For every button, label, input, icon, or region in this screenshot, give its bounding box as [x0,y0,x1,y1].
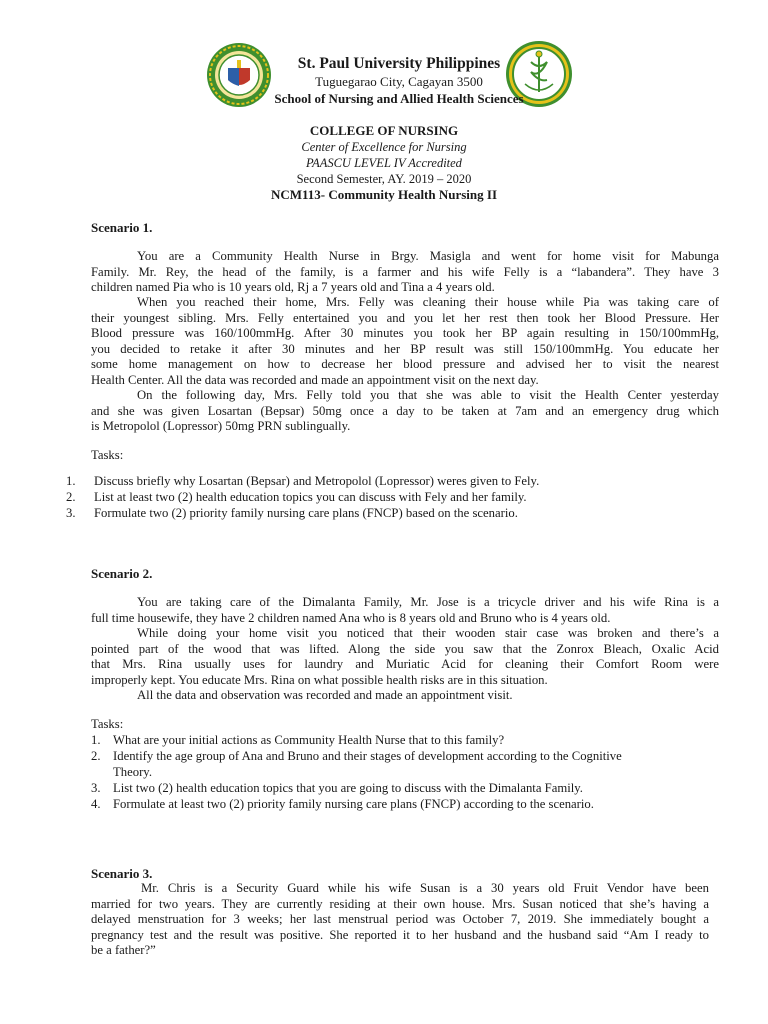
task-text: List at least two (2) health education topics you can discuss with Fely and her family. [94,490,527,504]
university-name: St. Paul University Philippines [297,55,501,72]
scenario-1-paragraph-3 [91,388,719,435]
text-line: delayed menstruation for 3 weeks; her last menstrual period was October 7, 2019. She immediately bought a [91,912,709,926]
text-line: Blood pressure was 160/100mmHg. After 30 minutes you took her BP again resulting in 150/100mmHg, [91,326,719,340]
task-number: 3. [91,781,101,795]
semester: Second Semester, AY. 2019 – 2020 [296,172,472,186]
text-line: On the following day, Mrs. Felly told you that she was able to visit the Health Center yesterday [137,388,719,402]
text-line: is Metropolol (Lopressor) 50mg PRN sublingually. [91,419,351,433]
task-number: 3. [66,506,76,520]
text-line: While doing your home visit you noticed that their wooden stair case was broken and there’s a [137,626,719,640]
scenario-1-tasks-label: Tasks: [91,448,124,462]
text-line: that Mrs. Rina usually uses for laundry and Muriatic Acid for cleaning their Comfort Room were [91,657,719,671]
text-line: When you reached their home, Mrs. Felly was cleaning their house while Pia was taking care of [137,295,719,309]
text-line: you decided to retake it after 30 minutes and her BP result was still 150/100mmHg. You educate her [91,341,719,356]
text-line: be a father?” [91,943,156,957]
task-number: 2. [66,490,76,504]
task-number: 2. [91,749,101,763]
text-line: improperly kept. You educate Mrs. Rina on what possible health risks are in this situation. [91,672,548,687]
school-name: School of Nursing and Allied Health Sciences [274,91,524,106]
college-name: COLLEGE OF NURSING [309,123,459,138]
scenario-1-paragraph-2 [91,295,719,388]
task-text: Discuss briefly why Losartan (Bepsar) and Metropolol (Lopressor) weres given to Fely. [94,474,540,488]
text-line: children named Pia who is 10 years old, Rj a 7 years old and Tina a 4 years old. [91,280,495,294]
scenario-1-paragraph-1 [91,249,719,296]
scenario-2-title: Scenario 2. [91,566,153,581]
scenario-2-paragraph-1 [91,595,719,626]
course-title: NCM113- Community Health Nursing II [270,187,498,202]
text-line: their youngest sibling. Mrs. Felly entertained you and you let her rest then took her Blood Pressure. Her [91,310,719,325]
text-line: You are taking care of the Dimalanta Family, Mr. Jose is a tricycle driver and his wife Rina is a [137,595,719,609]
text-line: and she was given Losartan (Bepsar) 50mg once a day to be taken at 7am and an emergency drug which [91,403,719,418]
task-text: List two (2) health education topics that you are going to discuss with the Dimalanta Family. [113,781,583,795]
scenario-2-tasks-label: Tasks: [91,717,124,731]
task-number: 1. [91,733,101,747]
scenario-1-title: Scenario 1. [91,220,153,235]
task-text: Formulate two (2) priority family nursing care plans (FNCP) based on the scenario. [94,506,518,520]
scenario-3-title: Scenario 3. [91,866,153,881]
task-text: Identify the age group of Ana and Bruno and their stages of development according to the Cognitive [113,749,622,763]
center-of-excellence: Center of Excellence for Nursing [301,140,467,154]
text-line: You are a Community Health Nurse in Brgy. Masigla and went for home visit for Mabunga [137,249,719,263]
accreditation: PAASCU LEVEL IV Accredited [306,156,462,170]
task-text: What are your initial actions as Community Health Nurse that to this family? [113,733,505,747]
scenario-2-paragraph-2 [91,626,719,688]
text-line: full time housewife, they have 2 children named Ana who is 8 years old and Bruno who is 4 years old. [91,610,611,625]
text-line: married for two years. They are currently residing at their own house. Mrs. Susan noticed that she’s having a [91,896,709,911]
task-text: Formulate at least two (2) priority family nursing care plans (FNCP) according to the scenario. [113,797,594,811]
text-line: some home management on how to decrease her blood pressure and advised her to visit the nearest [91,357,719,371]
text-line: pointed part of the wood that was lifted. Along the side you saw that the Zonrox Bleach, Oxalic Acid [91,641,719,656]
text-line: Family. Mr. Rey, the head of the family, is a farmer and his wife Felly is a “labandera”. They have 3 [91,264,719,279]
task-text-continued: Theory. [113,765,152,779]
task-number: 4. [91,797,101,811]
scenario-2-paragraph-3 [91,688,719,704]
task-number: 1. [66,474,76,488]
university-address: Tuguegarao City, Cagayan 3500 [315,74,483,89]
text-line: Mr. Chris is a Security Guard while his wife Susan is a 30 years old Fruit Vendor have been [141,881,709,895]
text-line: pregnancy test and the result was positive. She reported it to her husband and the husband said “Am I ready to [91,927,709,942]
text-line: Health Center. All the data was recorded and made an appointment visit on the next day. [91,372,539,387]
text-line: All the data and observation was recorded and made an appointment visit. [137,688,513,702]
scenario-3-paragraph-1 [91,881,709,959]
